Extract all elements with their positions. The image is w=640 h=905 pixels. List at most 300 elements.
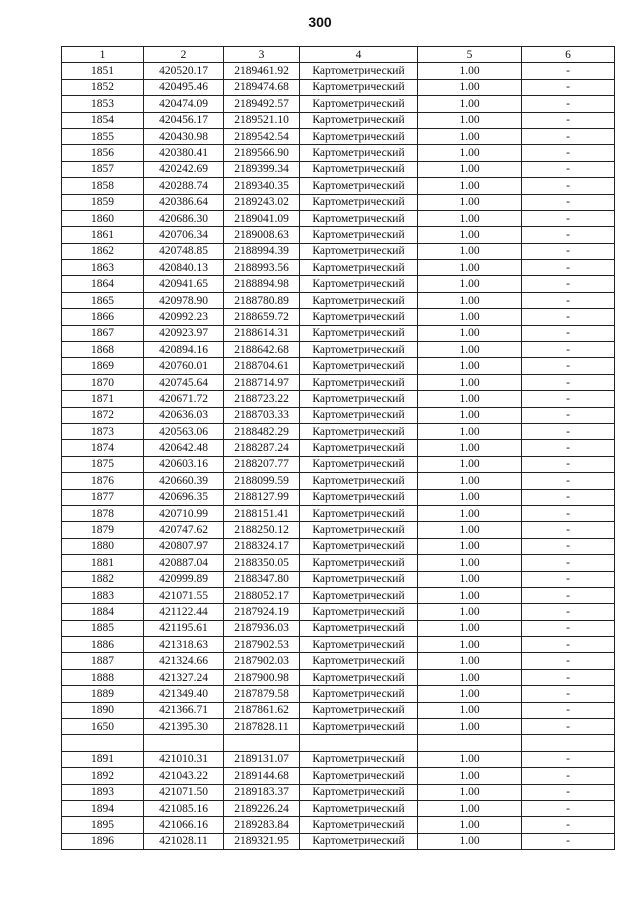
point-number-cell: 1878	[62, 505, 144, 521]
table-row	[62, 489, 615, 505]
method-cell: Картометрический	[300, 833, 418, 849]
point-number-cell: 1863	[62, 260, 144, 276]
description-cell: -	[522, 800, 615, 816]
table-row	[62, 456, 615, 472]
y-coordinate-cell: 2188614.31	[224, 325, 300, 341]
table-row	[62, 587, 615, 603]
x-coordinate-cell: 420923.97	[144, 325, 224, 341]
accuracy-cell: 1.00	[418, 79, 522, 95]
description-cell: -	[522, 243, 615, 259]
point-number-cell: 1874	[62, 440, 144, 456]
y-coordinate-cell: 2189474.68	[224, 79, 300, 95]
accuracy-cell: 1.00	[418, 522, 522, 538]
description-cell: -	[522, 473, 615, 489]
method-cell	[300, 735, 418, 751]
y-coordinate-cell: 2188207.77	[224, 456, 300, 472]
method-cell: Картометрический	[300, 374, 418, 390]
point-number-cell: 1890	[62, 702, 144, 718]
description-cell: -	[522, 96, 615, 112]
table-row	[62, 604, 615, 620]
point-number-cell: 1862	[62, 243, 144, 259]
accuracy-cell: 1.00	[418, 751, 522, 767]
y-coordinate-cell: 2189340.35	[224, 178, 300, 194]
description-cell: -	[522, 391, 615, 407]
accuracy-cell: 1.00	[418, 800, 522, 816]
accuracy-cell: 1.00	[418, 210, 522, 226]
x-coordinate-cell: 420748.85	[144, 243, 224, 259]
description-cell: -	[522, 833, 615, 849]
x-coordinate-cell: 420710.99	[144, 505, 224, 521]
description-cell: -	[522, 571, 615, 587]
x-coordinate-cell: 421010.31	[144, 751, 224, 767]
table-row	[62, 440, 615, 456]
method-cell: Картометрический	[300, 604, 418, 620]
method-cell: Картометрический	[300, 784, 418, 800]
point-number-cell: 1856	[62, 145, 144, 161]
point-number-cell: 1860	[62, 210, 144, 226]
table-row	[62, 178, 615, 194]
x-coordinate-cell: 421318.63	[144, 637, 224, 653]
description-cell: -	[522, 358, 615, 374]
description-cell: -	[522, 112, 615, 128]
description-cell: -	[522, 456, 615, 472]
y-coordinate-cell: 2189321.95	[224, 833, 300, 849]
x-coordinate-cell: 420563.06	[144, 423, 224, 439]
method-cell: Картометрический	[300, 456, 418, 472]
x-coordinate-cell: 420242.69	[144, 161, 224, 177]
table-row	[62, 128, 615, 144]
method-cell: Картометрический	[300, 342, 418, 358]
method-cell: Картометрический	[300, 161, 418, 177]
point-number-cell: 1851	[62, 63, 144, 79]
point-number-cell: 1867	[62, 325, 144, 341]
point-number-cell: 1891	[62, 751, 144, 767]
method-cell: Картометрический	[300, 473, 418, 489]
table-row	[62, 292, 615, 308]
point-number-cell: 1871	[62, 391, 144, 407]
x-coordinate-cell: 420386.64	[144, 194, 224, 210]
method-cell: Картометрический	[300, 522, 418, 538]
y-coordinate-cell: 2189183.37	[224, 784, 300, 800]
method-cell: Картометрический	[300, 587, 418, 603]
point-number-cell: 1888	[62, 669, 144, 685]
table-row	[62, 227, 615, 243]
y-coordinate-cell: 2189144.68	[224, 768, 300, 784]
accuracy-cell: 1.00	[418, 505, 522, 521]
point-number-cell: 1875	[62, 456, 144, 472]
method-cell: Картометрический	[300, 555, 418, 571]
accuracy-cell: 1.00	[418, 292, 522, 308]
point-number-cell: 1879	[62, 522, 144, 538]
table-row	[62, 161, 615, 177]
accuracy-cell: 1.00	[418, 719, 522, 735]
point-number-cell	[62, 735, 144, 751]
table-row	[62, 423, 615, 439]
x-coordinate-cell: 420520.17	[144, 63, 224, 79]
description-cell: -	[522, 702, 615, 718]
description-cell: -	[522, 686, 615, 702]
point-number-cell: 1859	[62, 194, 144, 210]
point-number-cell: 1883	[62, 587, 144, 603]
method-cell: Картометрический	[300, 800, 418, 816]
x-coordinate-cell: 421071.50	[144, 784, 224, 800]
table-row	[62, 768, 615, 784]
description-cell: -	[522, 538, 615, 554]
table-row	[62, 473, 615, 489]
description-cell: -	[522, 276, 615, 292]
y-coordinate-cell: 2188287.24	[224, 440, 300, 456]
table-row	[62, 735, 615, 751]
y-coordinate-cell: 2189521.10	[224, 112, 300, 128]
column-header: 4	[300, 47, 418, 63]
method-cell: Картометрический	[300, 489, 418, 505]
point-number-cell: 1896	[62, 833, 144, 849]
x-coordinate-cell: 421349.40	[144, 686, 224, 702]
table-row	[62, 686, 615, 702]
point-number-cell: 1858	[62, 178, 144, 194]
y-coordinate-cell: 2188151.41	[224, 505, 300, 521]
y-coordinate-cell: 2188347.80	[224, 571, 300, 587]
point-number-cell: 1889	[62, 686, 144, 702]
table-row	[62, 342, 615, 358]
method-cell: Картометрический	[300, 358, 418, 374]
point-number-cell: 1880	[62, 538, 144, 554]
y-coordinate-cell: 2189008.63	[224, 227, 300, 243]
y-coordinate-cell: 2187900.98	[224, 669, 300, 685]
method-cell: Картометрический	[300, 391, 418, 407]
accuracy-cell: 1.00	[418, 653, 522, 669]
accuracy-cell: 1.00	[418, 309, 522, 325]
column-header: 2	[144, 47, 224, 63]
description-cell: -	[522, 63, 615, 79]
description-cell: -	[522, 128, 615, 144]
accuracy-cell: 1.00	[418, 227, 522, 243]
table-row	[62, 719, 615, 735]
method-cell: Картометрический	[300, 210, 418, 226]
accuracy-cell: 1.00	[418, 112, 522, 128]
description-cell: -	[522, 161, 615, 177]
x-coordinate-cell: 420430.98	[144, 128, 224, 144]
x-coordinate-cell: 420660.39	[144, 473, 224, 489]
x-coordinate-cell: 421395.30	[144, 719, 224, 735]
description-cell: -	[522, 342, 615, 358]
table-row	[62, 784, 615, 800]
point-number-cell: 1866	[62, 309, 144, 325]
y-coordinate-cell: 2188659.72	[224, 309, 300, 325]
x-coordinate-cell: 420603.16	[144, 456, 224, 472]
accuracy-cell: 1.00	[418, 768, 522, 784]
table-row	[62, 833, 615, 849]
x-coordinate-cell: 420706.34	[144, 227, 224, 243]
x-coordinate-cell: 420978.90	[144, 292, 224, 308]
description-cell: -	[522, 505, 615, 521]
y-coordinate-cell: 2188099.59	[224, 473, 300, 489]
point-number-cell: 1876	[62, 473, 144, 489]
description-cell: -	[522, 604, 615, 620]
method-cell: Картометрический	[300, 178, 418, 194]
method-cell: Картометрический	[300, 686, 418, 702]
accuracy-cell: 1.00	[418, 374, 522, 390]
x-coordinate-cell	[144, 735, 224, 751]
x-coordinate-cell: 420696.35	[144, 489, 224, 505]
x-coordinate-cell: 421071.55	[144, 587, 224, 603]
accuracy-cell: 1.00	[418, 669, 522, 685]
method-cell: Картометрический	[300, 243, 418, 259]
y-coordinate-cell: 2189041.09	[224, 210, 300, 226]
table-row	[62, 555, 615, 571]
method-cell: Картометрический	[300, 719, 418, 735]
point-number-cell: 1873	[62, 423, 144, 439]
accuracy-cell: 1.00	[418, 571, 522, 587]
y-coordinate-cell: 2188642.68	[224, 342, 300, 358]
column-header: 5	[418, 47, 522, 63]
point-number-cell: 1872	[62, 407, 144, 423]
accuracy-cell: 1.00	[418, 128, 522, 144]
accuracy-cell: 1.00	[418, 686, 522, 702]
accuracy-cell: 1.00	[418, 243, 522, 259]
accuracy-cell: 1.00	[418, 604, 522, 620]
accuracy-cell: 1.00	[418, 440, 522, 456]
table-row	[62, 276, 615, 292]
y-coordinate-cell: 2189461.92	[224, 63, 300, 79]
description-cell: -	[522, 210, 615, 226]
point-number-cell: 1887	[62, 653, 144, 669]
accuracy-cell: 1.00	[418, 833, 522, 849]
y-coordinate-cell: 2187828.11	[224, 719, 300, 735]
column-header: 1	[62, 47, 144, 63]
y-coordinate-cell: 2188250.12	[224, 522, 300, 538]
column-header: 3	[224, 47, 300, 63]
accuracy-cell: 1.00	[418, 456, 522, 472]
method-cell: Картометрический	[300, 751, 418, 767]
y-coordinate-cell: 2189243.02	[224, 194, 300, 210]
point-number-cell: 1869	[62, 358, 144, 374]
accuracy-cell: 1.00	[418, 473, 522, 489]
accuracy-cell: 1.00	[418, 702, 522, 718]
point-number-cell: 1895	[62, 817, 144, 833]
table-body	[62, 63, 615, 850]
table-row	[62, 669, 615, 685]
x-coordinate-cell: 420887.04	[144, 555, 224, 571]
table-row	[62, 243, 615, 259]
description-cell: -	[522, 79, 615, 95]
method-cell: Картометрический	[300, 227, 418, 243]
method-cell: Картометрический	[300, 325, 418, 341]
x-coordinate-cell: 420636.03	[144, 407, 224, 423]
x-coordinate-cell: 421122.44	[144, 604, 224, 620]
description-cell: -	[522, 669, 615, 685]
accuracy-cell: 1.00	[418, 276, 522, 292]
table-row	[62, 702, 615, 718]
point-number-cell: 1855	[62, 128, 144, 144]
point-number-cell: 1650	[62, 719, 144, 735]
accuracy-cell: 1.00	[418, 620, 522, 636]
point-number-cell: 1857	[62, 161, 144, 177]
accuracy-cell: 1.00	[418, 358, 522, 374]
x-coordinate-cell: 420686.30	[144, 210, 224, 226]
table-row	[62, 522, 615, 538]
accuracy-cell: 1.00	[418, 178, 522, 194]
table-row	[62, 817, 615, 833]
y-coordinate-cell	[224, 735, 300, 751]
table-row	[62, 505, 615, 521]
accuracy-cell: 1.00	[418, 538, 522, 554]
method-cell: Картометрический	[300, 505, 418, 521]
y-coordinate-cell: 2188704.61	[224, 358, 300, 374]
method-cell: Картометрический	[300, 96, 418, 112]
y-coordinate-cell: 2189566.90	[224, 145, 300, 161]
accuracy-cell: 1.00	[418, 260, 522, 276]
description-cell: -	[522, 768, 615, 784]
description-cell: -	[522, 784, 615, 800]
point-number-cell: 1854	[62, 112, 144, 128]
table-row	[62, 112, 615, 128]
point-number-cell: 1893	[62, 784, 144, 800]
method-cell: Картометрический	[300, 194, 418, 210]
description-cell: -	[522, 260, 615, 276]
method-cell: Картометрический	[300, 571, 418, 587]
method-cell: Картометрический	[300, 407, 418, 423]
accuracy-cell: 1.00	[418, 194, 522, 210]
y-coordinate-cell: 2187861.62	[224, 702, 300, 718]
table-row	[62, 391, 615, 407]
table-row	[62, 194, 615, 210]
point-number-cell: 1852	[62, 79, 144, 95]
accuracy-cell: 1.00	[418, 96, 522, 112]
table-row	[62, 653, 615, 669]
method-cell: Картометрический	[300, 292, 418, 308]
y-coordinate-cell: 2188703.33	[224, 407, 300, 423]
x-coordinate-cell: 421043.22	[144, 768, 224, 784]
table-row	[62, 325, 615, 341]
accuracy-cell: 1.00	[418, 489, 522, 505]
y-coordinate-cell: 2188127.99	[224, 489, 300, 505]
description-cell: -	[522, 194, 615, 210]
description-cell: -	[522, 637, 615, 653]
x-coordinate-cell: 421028.11	[144, 833, 224, 849]
description-cell: -	[522, 325, 615, 341]
x-coordinate-cell: 420760.01	[144, 358, 224, 374]
x-coordinate-cell: 420941.65	[144, 276, 224, 292]
y-coordinate-cell: 2187936.03	[224, 620, 300, 636]
table-row	[62, 309, 615, 325]
table-row	[62, 407, 615, 423]
x-coordinate-cell: 421324.66	[144, 653, 224, 669]
method-cell: Картометрический	[300, 817, 418, 833]
point-number-cell: 1865	[62, 292, 144, 308]
x-coordinate-cell: 420840.13	[144, 260, 224, 276]
description-cell	[522, 735, 615, 751]
x-coordinate-cell: 420745.64	[144, 374, 224, 390]
x-coordinate-cell: 421327.24	[144, 669, 224, 685]
table-row	[62, 538, 615, 554]
y-coordinate-cell: 2188482.29	[224, 423, 300, 439]
x-coordinate-cell: 420894.16	[144, 342, 224, 358]
y-coordinate-cell: 2189226.24	[224, 800, 300, 816]
point-number-cell: 1892	[62, 768, 144, 784]
x-coordinate-cell: 420807.97	[144, 538, 224, 554]
description-cell: -	[522, 178, 615, 194]
column-header: 6	[522, 47, 615, 63]
method-cell: Картометрический	[300, 669, 418, 685]
y-coordinate-cell: 2187902.03	[224, 653, 300, 669]
description-cell: -	[522, 440, 615, 456]
description-cell: -	[522, 227, 615, 243]
point-number-cell: 1861	[62, 227, 144, 243]
method-cell: Картометрический	[300, 538, 418, 554]
description-cell: -	[522, 145, 615, 161]
y-coordinate-cell: 2188723.22	[224, 391, 300, 407]
table-row	[62, 260, 615, 276]
accuracy-cell: 1.00	[418, 587, 522, 603]
point-number-cell: 1886	[62, 637, 144, 653]
description-cell: -	[522, 407, 615, 423]
y-coordinate-cell: 2189492.57	[224, 96, 300, 112]
method-cell: Картометрический	[300, 112, 418, 128]
point-number-cell: 1885	[62, 620, 144, 636]
table-row	[62, 63, 615, 79]
point-number-cell: 1882	[62, 571, 144, 587]
accuracy-cell: 1.00	[418, 407, 522, 423]
method-cell: Картометрический	[300, 63, 418, 79]
y-coordinate-cell: 2188714.97	[224, 374, 300, 390]
description-cell: -	[522, 555, 615, 571]
y-coordinate-cell: 2189283.84	[224, 817, 300, 833]
method-cell: Картометрический	[300, 620, 418, 636]
y-coordinate-cell: 2187924.19	[224, 604, 300, 620]
table-row	[62, 374, 615, 390]
x-coordinate-cell: 420747.62	[144, 522, 224, 538]
accuracy-cell: 1.00	[418, 784, 522, 800]
accuracy-cell: 1.00	[418, 161, 522, 177]
method-cell: Картометрический	[300, 309, 418, 325]
description-cell: -	[522, 719, 615, 735]
table-row	[62, 571, 615, 587]
point-number-cell: 1868	[62, 342, 144, 358]
method-cell: Картометрический	[300, 276, 418, 292]
table-row	[62, 800, 615, 816]
y-coordinate-cell: 2188894.98	[224, 276, 300, 292]
x-coordinate-cell: 420456.17	[144, 112, 224, 128]
method-cell: Картометрический	[300, 768, 418, 784]
y-coordinate-cell: 2188994.39	[224, 243, 300, 259]
accuracy-cell: 1.00	[418, 342, 522, 358]
table-row	[62, 79, 615, 95]
method-cell: Картометрический	[300, 637, 418, 653]
description-cell: -	[522, 489, 615, 505]
point-number-cell: 1881	[62, 555, 144, 571]
description-cell: -	[522, 292, 615, 308]
method-cell: Картометрический	[300, 128, 418, 144]
y-coordinate-cell: 2187902.53	[224, 637, 300, 653]
description-cell: -	[522, 620, 615, 636]
y-coordinate-cell: 2188993.56	[224, 260, 300, 276]
x-coordinate-cell: 421195.61	[144, 620, 224, 636]
y-coordinate-cell: 2189131.07	[224, 751, 300, 767]
method-cell: Картометрический	[300, 145, 418, 161]
x-coordinate-cell: 420288.74	[144, 178, 224, 194]
table-row	[62, 358, 615, 374]
description-cell: -	[522, 751, 615, 767]
y-coordinate-cell: 2188324.17	[224, 538, 300, 554]
accuracy-cell	[418, 735, 522, 751]
x-coordinate-cell: 420495.46	[144, 79, 224, 95]
method-cell: Картометрический	[300, 79, 418, 95]
accuracy-cell: 1.00	[418, 145, 522, 161]
accuracy-cell: 1.00	[418, 325, 522, 341]
point-number-cell: 1877	[62, 489, 144, 505]
point-number-cell: 1884	[62, 604, 144, 620]
